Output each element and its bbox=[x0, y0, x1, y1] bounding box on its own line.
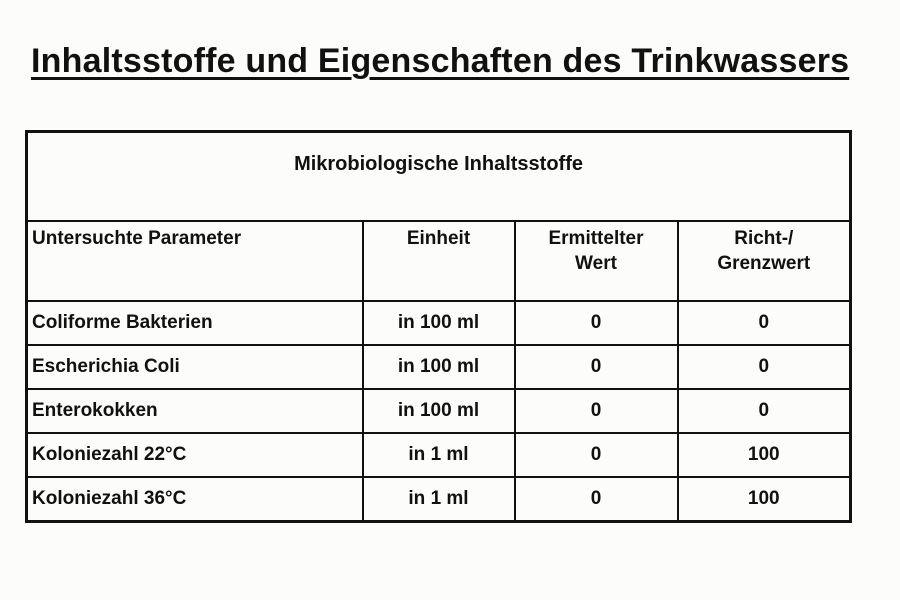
header-measured-value: Ermittelter Wert bbox=[515, 221, 678, 301]
parameter-cell: Koloniezahl 22°C bbox=[27, 433, 363, 477]
table-row bbox=[27, 389, 851, 433]
table-header-row bbox=[27, 221, 851, 301]
parameter-cell: Escherichia Coli bbox=[27, 345, 363, 389]
measured-cell: 0 bbox=[515, 345, 678, 389]
unit-cell: in 100 ml bbox=[363, 389, 515, 433]
measured-cell: 0 bbox=[515, 301, 678, 345]
measured-cell: 0 bbox=[515, 477, 678, 522]
unit-cell: in 1 ml bbox=[363, 433, 515, 477]
measured-cell: 0 bbox=[515, 433, 678, 477]
table-row bbox=[27, 433, 851, 477]
limit-cell: 0 bbox=[678, 389, 851, 433]
table-caption-row bbox=[27, 132, 851, 222]
unit-cell: in 100 ml bbox=[363, 301, 515, 345]
table-caption: Mikrobiologische Inhaltsstoffe bbox=[294, 153, 583, 175]
header-unit: Einheit bbox=[363, 221, 515, 301]
parameter-cell: Koloniezahl 36°C bbox=[27, 477, 363, 522]
limit-cell: 0 bbox=[678, 301, 851, 345]
unit-cell: in 1 ml bbox=[363, 477, 515, 522]
document-title: Inhaltsstoffe und Eigenschaften des Trinkwassers bbox=[31, 42, 850, 80]
limit-cell: 0 bbox=[678, 345, 851, 389]
microbiology-table bbox=[25, 130, 852, 523]
parameter-cell: Enterokokken bbox=[27, 389, 363, 433]
table-caption-cell bbox=[27, 132, 851, 222]
table-row bbox=[27, 345, 851, 389]
table-row bbox=[27, 477, 851, 522]
table-row bbox=[27, 301, 851, 345]
header-limit-value: Richt-/ Grenzwert bbox=[678, 221, 851, 301]
measured-cell: 0 bbox=[515, 389, 678, 433]
limit-cell: 100 bbox=[678, 477, 851, 522]
parameter-cell: Coliforme Bakterien bbox=[27, 301, 363, 345]
unit-cell: in 100 ml bbox=[363, 345, 515, 389]
limit-cell: 100 bbox=[678, 433, 851, 477]
header-parameter: Untersuchte Parameter bbox=[27, 221, 363, 301]
